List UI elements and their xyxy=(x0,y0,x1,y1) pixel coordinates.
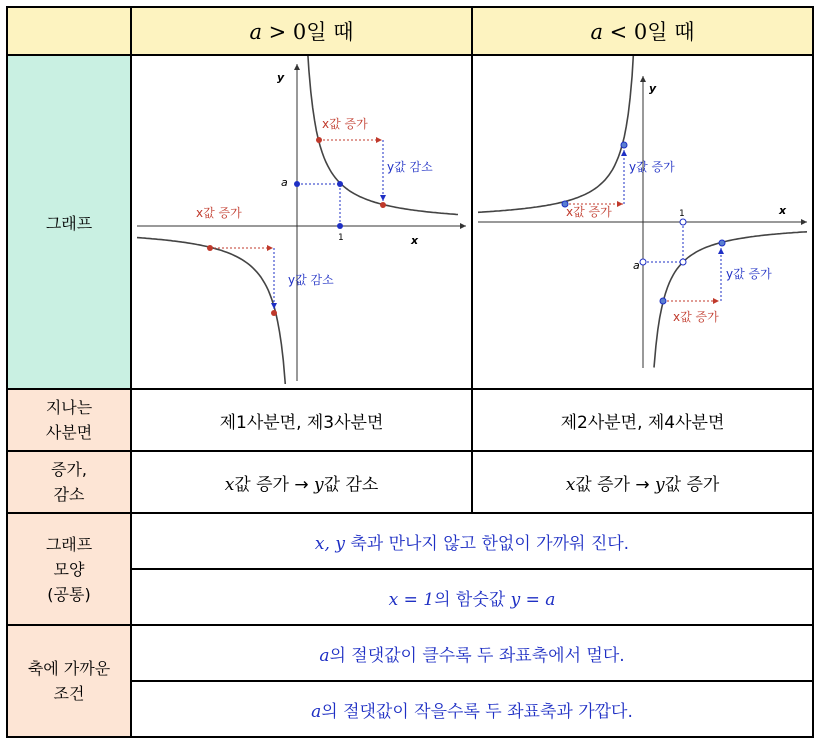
graph-left-svg xyxy=(132,56,471,384)
graph-a-negative xyxy=(472,55,813,389)
label-y-decrease-top: y값 감소 xyxy=(387,160,433,174)
quadrant-label: 지나는 사분면 xyxy=(7,389,131,451)
point-a-on-axis xyxy=(294,181,300,187)
hyperbola-branch-q2 xyxy=(478,56,634,212)
y-axis-label: y xyxy=(649,82,657,95)
point-one-a xyxy=(680,259,686,265)
hyperbola-branch-q4 xyxy=(654,232,807,368)
x-axis-label: x xyxy=(411,234,419,247)
header-a-positive: a > 0일 때 xyxy=(131,7,472,55)
shape-label: 그래프 모양 (공통) xyxy=(7,513,131,625)
quadrant-a-negative: 제2사분면, 제4사분면 xyxy=(472,389,813,451)
quadrant-a-positive: 제1사분면, 제3사분면 xyxy=(131,389,472,451)
graph-right-svg xyxy=(473,56,812,384)
hyperbola-branch-q3 xyxy=(137,238,287,384)
red-point-top-2 xyxy=(380,202,386,208)
shape-line-1: x, y 축과 만나지 않고 한없이 가까워 진다. xyxy=(131,513,813,569)
axes-label: 축에 가까운 조건 xyxy=(7,625,131,737)
point-one-on-axis xyxy=(337,223,343,229)
label-y-decrease-bottom: y값 감소 xyxy=(288,273,334,287)
axes-line-1: a의 절댓값이 클수록 두 좌표축에서 멀다. xyxy=(131,625,813,681)
point-one-on-axis xyxy=(680,219,686,225)
red-point-top-1 xyxy=(316,137,322,143)
blue-point-bottom-2 xyxy=(719,240,725,246)
label-x-increase-bottom: x값 증가 xyxy=(673,310,719,324)
label-y-increase-top: y값 증가 xyxy=(629,160,675,174)
header-a-negative: a < 0일 때 xyxy=(472,7,813,55)
label-x-increase-top: x값 증가 xyxy=(566,205,612,219)
change-a-positive: x값 증가 → y값 감소 xyxy=(131,451,472,513)
graph-label: 그래프 xyxy=(7,55,131,389)
y-axis-label: y xyxy=(277,71,285,84)
tick-one: 1 xyxy=(679,209,685,219)
point-a-on-axis xyxy=(640,259,646,265)
hyperbola-branch-q1 xyxy=(307,56,458,214)
red-point-bottom-1 xyxy=(207,245,213,251)
label-x-increase-top: x값 증가 xyxy=(322,117,368,131)
axes-line-2: a의 절댓값이 작을수록 두 좌표축과 가깝다. xyxy=(131,681,813,737)
x-axis-label: x xyxy=(779,204,787,217)
hyperbola-summary-table xyxy=(6,6,814,738)
corner-cell xyxy=(7,7,131,55)
tick-a: a xyxy=(633,259,640,272)
tick-a: a xyxy=(281,176,288,189)
label-y-increase-bottom: y값 증가 xyxy=(726,267,772,281)
blue-point-top-2 xyxy=(621,142,627,148)
graph-a-positive xyxy=(131,55,472,389)
label-x-increase-bottom: x값 증가 xyxy=(196,206,242,220)
shape-line-2: x = 1의 함숫값 y = a xyxy=(131,569,813,625)
blue-point-bottom-1 xyxy=(660,298,666,304)
tick-one: 1 xyxy=(338,233,344,243)
change-a-negative: x값 증가 → y값 증가 xyxy=(472,451,813,513)
red-point-bottom-2 xyxy=(271,310,277,316)
point-one-a xyxy=(337,181,343,187)
change-label: 증가, 감소 xyxy=(7,451,131,513)
